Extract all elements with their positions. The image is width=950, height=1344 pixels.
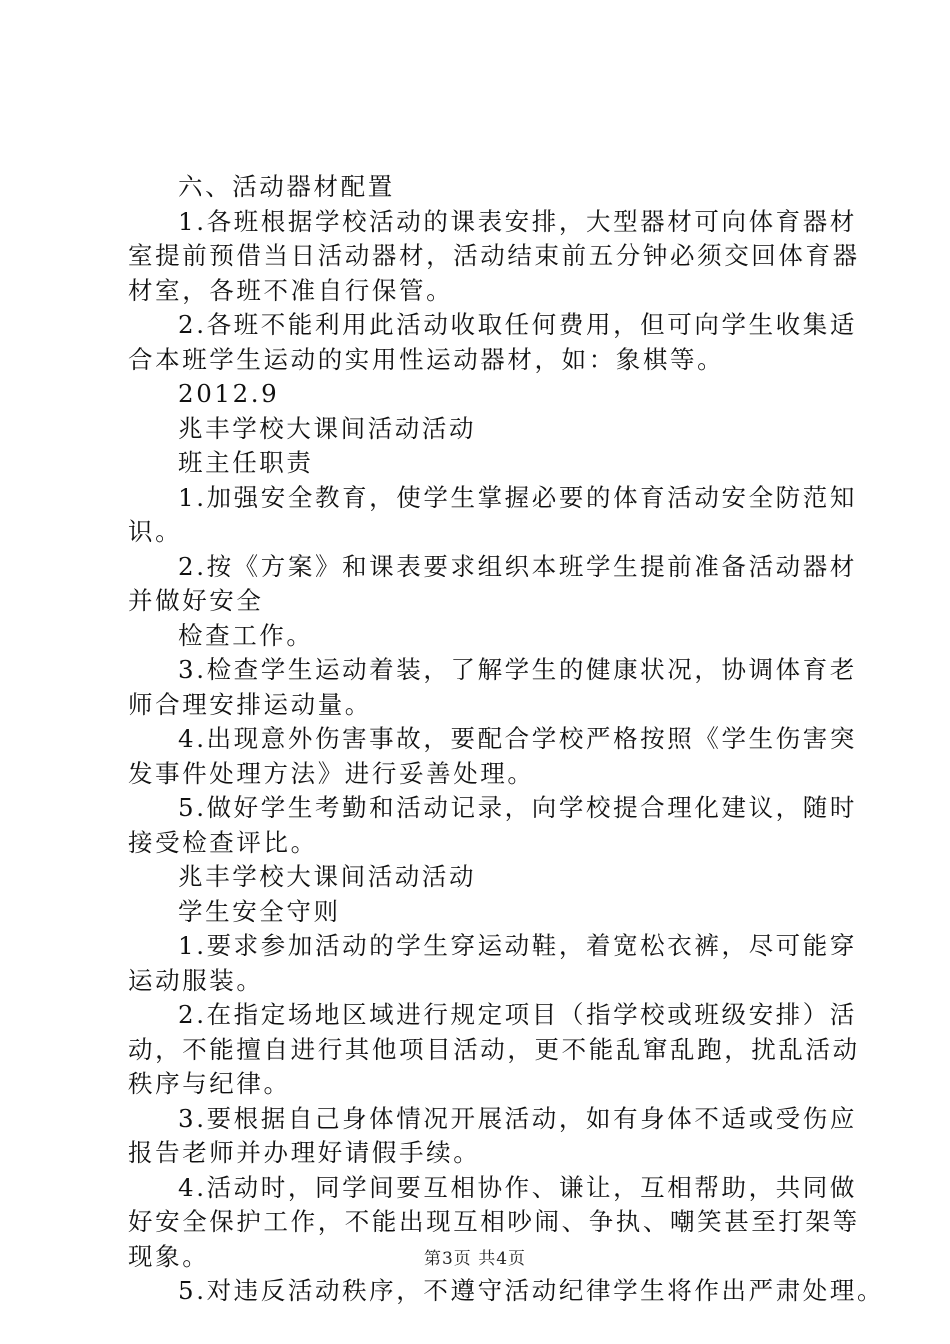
paragraph-line: 接受检查评比。 (128, 827, 318, 857)
paragraph-line: 材室，各班不准自行保管。 (128, 275, 454, 305)
section-heading: 学生安全守则 (178, 896, 341, 926)
paragraph-line: 发事件处理方法》进行妥善处理。 (128, 758, 535, 788)
section-title: 兆丰学校大课间活动活动 (178, 862, 477, 891)
paragraph-line: 动，不能擅自进行其他项目活动，更不能乱窜乱跑，扰乱活动 (128, 1034, 860, 1064)
paragraph-line: 3.要根据自己身体情况开展活动，如有身体不适或受伤应 (178, 1103, 857, 1133)
paragraph-line: 1.加强安全教育，使学生掌握必要的体育活动安全防范知 (178, 482, 857, 512)
paragraph-line: 2.各班不能利用此活动收取任何费用，但可向学生收集适 (178, 310, 857, 339)
paragraph-line: 师合理安排运动量。 (128, 689, 372, 719)
paragraph-line: 并做好安全 (128, 586, 264, 615)
section-heading: 班主任职责 (178, 448, 314, 477)
paragraph-line: 现象。 (128, 1241, 210, 1271)
paragraph-line: 1.各班根据学校活动的课表安排，大型器材可向体育器材 (178, 206, 857, 236)
paragraph-line: 检查工作。 (178, 620, 314, 650)
paragraph-line: 5.对违反活动秩序，不遵守活动纪律学生将作出严肃处理。 (178, 1276, 885, 1305)
section-heading: 六、活动器材配置 (178, 172, 395, 201)
paragraph-line: 2.按《方案》和课表要求组织本班学生提前准备活动器材 (178, 551, 857, 581)
paragraph-line: 4.活动时，同学间要互相协作、谦让，互相帮助，共同做 (178, 1172, 857, 1202)
paragraph-line: 1.要求参加活动的学生穿运动鞋，着宽松衣裤，尽可能穿 (178, 931, 857, 960)
paragraph-line: 识。 (128, 517, 183, 546)
document-body (128, 170, 885, 1309)
paragraph-line: 4.出现意外伤害事故，要配合学校严格按照《学生伤害突 (178, 724, 857, 753)
date-line: 2012.9 (178, 379, 280, 408)
section-title: 兆丰学校大课间活动活动 (178, 413, 477, 443)
paragraph-line: 合本班学生运动的实用性运动器材，如：象棋等。 (128, 344, 725, 374)
paragraph-line: 室提前预借当日活动器材，活动结束前五分钟必须交回体育器 (128, 241, 860, 270)
paragraph-line: 报告老师并办理好请假手续。 (128, 1138, 481, 1167)
paragraph-line: 3.检查学生运动着装，了解学生的健康状况，协调体育老 (178, 655, 857, 684)
paragraph-line: 秩序与纪律。 (128, 1069, 291, 1098)
paragraph-line: 好安全保护工作，不能出现互相吵闹、争执、嘲笑甚至打架等 (128, 1207, 860, 1236)
paragraph-line: 2.在指定场地区域进行规定项目（指学校或班级安排）活 (178, 1000, 857, 1029)
paragraph-line: 5.做好学生考勤和活动记录，向学校提合理化建议，随时 (178, 793, 857, 822)
page-number-footer: 第3页 共4页 (423, 1249, 527, 1269)
paragraph-line: 运动服装。 (128, 965, 264, 995)
